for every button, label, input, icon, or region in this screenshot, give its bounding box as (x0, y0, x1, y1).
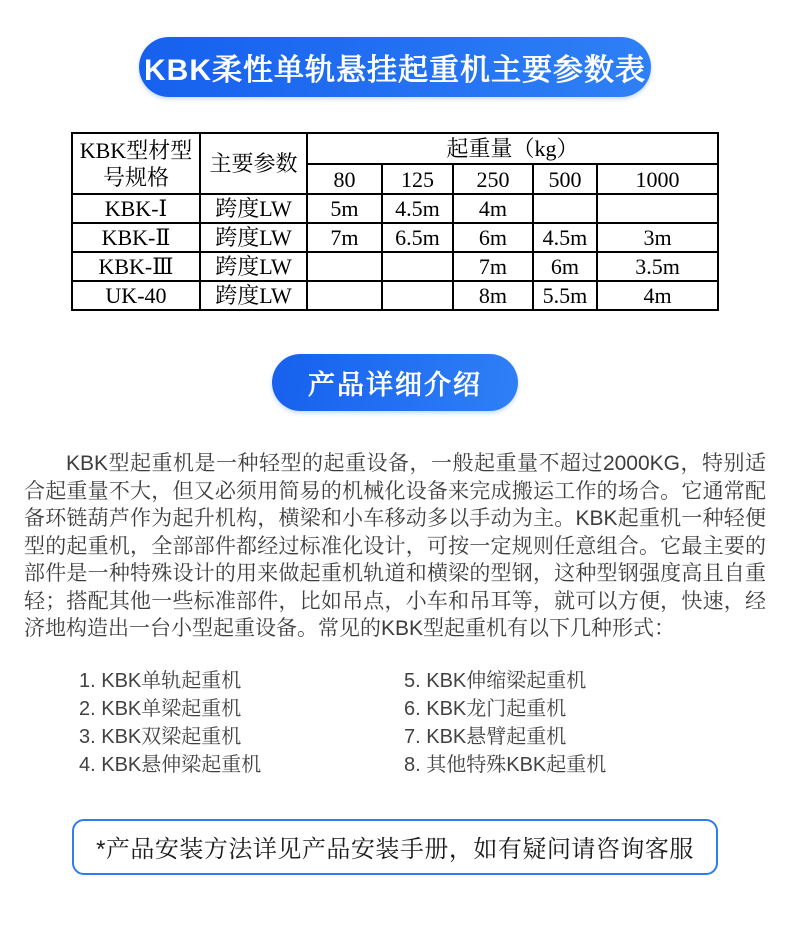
value-cell: 3.5m (597, 252, 718, 281)
product-intro-button[interactable]: 产品详细介绍 (272, 354, 518, 411)
table-header-row (72, 133, 718, 164)
param-cell: 跨度LW (200, 194, 307, 223)
crane-list-left-column (79, 667, 404, 779)
list-item: 3. KBK双梁起重机 (79, 725, 242, 748)
value-cell: 4.5m (533, 223, 597, 252)
param-cell: 跨度LW (200, 223, 307, 252)
value-cell: 5m (307, 194, 382, 223)
col-header-500: 500 (533, 164, 597, 194)
value-cell: 5.5m (533, 281, 597, 310)
list-item: 2. KBK单梁起重机 (79, 697, 242, 720)
crane-list-right-column (404, 667, 606, 779)
col-header-param: 主要参数 (200, 133, 307, 194)
value-cell: 6.5m (382, 223, 453, 252)
page-title-banner (139, 37, 651, 97)
param-cell: 跨度LW (200, 281, 307, 310)
table-row-kbk1 (72, 194, 718, 223)
model-cell: UK-40 (72, 281, 200, 310)
install-note-text: *产品安装方法详见产品安装手册，如有疑问请咨询客服 (96, 836, 694, 863)
value-cell: 8m (453, 281, 533, 310)
value-cell: 6m (533, 252, 597, 281)
model-cell: KBK-Ⅰ (72, 194, 200, 223)
table-row-kbk2 (72, 223, 718, 252)
value-cell: 7m (307, 223, 382, 252)
list-item: 4. KBK悬伸梁起重机 (79, 753, 262, 776)
list-item: 6. KBK龙门起重机 (404, 697, 567, 720)
value-cell: 4m (453, 194, 533, 223)
col-header-capacity-group: 起重量（kg） (307, 133, 718, 164)
col-header-1000: 1000 (597, 164, 718, 194)
value-cell (597, 194, 718, 223)
crane-type-list (24, 667, 766, 779)
table-row-uk40 (72, 281, 718, 310)
list-item: 7. KBK悬臂起重机 (404, 725, 567, 748)
model-cell: KBK-Ⅲ (72, 252, 200, 281)
value-cell (307, 252, 382, 281)
page-title: KBK柔性单轨悬挂起重机主要参数表 (144, 54, 646, 87)
install-note-box (72, 819, 718, 875)
list-item: 8. 其他特殊KBK起重机 (404, 753, 607, 776)
spec-table (71, 132, 719, 311)
table-row-kbk3 (72, 252, 718, 281)
list-item: 1. KBK单轨起重机 (79, 669, 242, 692)
list-item: 5. KBK伸缩梁起重机 (404, 669, 587, 692)
col-header-model: KBK型材型号规格 (72, 133, 200, 194)
value-cell (382, 252, 453, 281)
col-header-125: 125 (382, 164, 453, 194)
value-cell: 6m (453, 223, 533, 252)
col-header-250: 250 (453, 164, 533, 194)
value-cell: 3m (597, 223, 718, 252)
col-header-80: 80 (307, 164, 382, 194)
value-cell (382, 281, 453, 310)
value-cell (533, 194, 597, 223)
value-cell: 7m (453, 252, 533, 281)
intro-paragraph: KBK型起重机是一种轻型的起重设备，一般起重量不超过2000KG，特别适合起重量不大，但又必须用简易的机械化设备来完成搬运工作的场合。它通常配备环链葫芦作为起升机构，横梁和小车移动多以手动为主。KBK起重机一种轻便型的起重机，全部部件都经过标准化设计，可按一定规则任意组合。它最主要的部件是一种特殊设计的用来做起重机轨道和横梁的型钢，这种型钢强度高且自重轻；搭配其他一些标准部件，比如吊点，小车和吊耳等，就可以方便，快速，经济地构造出一台小型起重设备。常见的KBK型起重机有以下几种形式： (24, 452, 766, 640)
model-cell: KBK-Ⅱ (72, 223, 200, 252)
value-cell (307, 281, 382, 310)
value-cell: 4m (597, 281, 718, 310)
value-cell: 4.5m (382, 194, 453, 223)
param-cell: 跨度LW (200, 252, 307, 281)
